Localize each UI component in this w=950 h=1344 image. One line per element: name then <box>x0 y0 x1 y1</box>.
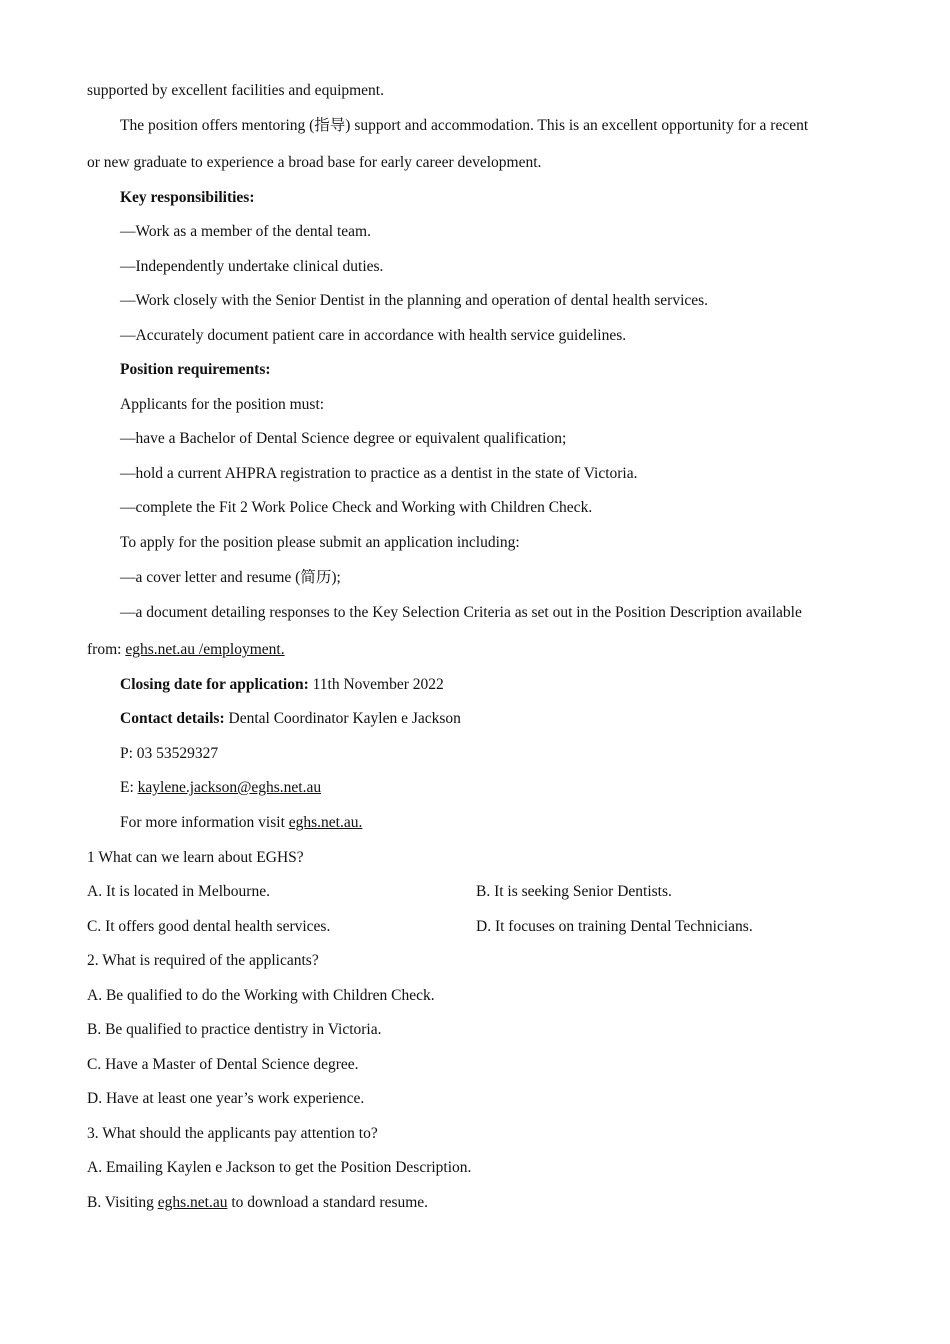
contact-details-label: Contact details: <box>120 710 225 727</box>
passage-paragraph-line: The position offers mentoring (指导) support and accommodation. This is an excellent opportunity for a recent <box>120 117 809 134</box>
requirement-item: —complete the Fit 2 Work Police Check and Working with Children Check. <box>120 499 593 516</box>
question-3-stem: 3. What should the applicants pay attention to? <box>87 1125 378 1142</box>
question-1-option-c: C. It offers good dental health services. <box>87 918 331 935</box>
requirements-intro: Applicants for the position must: <box>120 396 325 413</box>
position-requirements-heading: Position requirements: <box>120 361 271 378</box>
contact-details-value: Dental Coordinator Kaylen e Jackson <box>224 710 461 727</box>
contact-details <box>120 709 461 729</box>
key-responsibilities-heading: Key responsibilities: <box>120 189 255 206</box>
apply-item: —a cover letter and resume (简历); <box>120 569 341 586</box>
question-2-option-a: A. Be qualified to do the Working with Children Check. <box>87 987 435 1004</box>
option-b-link[interactable]: eghs.net.au <box>157 1194 228 1211</box>
more-info-prefix: For more information visit <box>120 814 289 831</box>
question-1-option-b: B. It is seeking Senior Dentists. <box>476 883 672 900</box>
question-2-stem: 2. What is required of the applicants? <box>87 952 319 969</box>
email-link[interactable]: kaylene.jackson@eghs.net.au <box>137 779 322 796</box>
question-1-option-d: D. It focuses on training Dental Technicians. <box>476 918 753 935</box>
closing-date-value: 11th November 2022 <box>308 676 444 693</box>
passage-paragraph-line: or new graduate to experience a broad base for early career development. <box>87 154 542 171</box>
more-info <box>120 813 362 833</box>
question-2-option-b: B. Be qualified to practice dentistry in Victoria. <box>87 1021 382 1038</box>
responsibility-item: —Independently undertake clinical duties. <box>120 258 384 275</box>
requirement-item: —hold a current AHPRA registration to practice as a dentist in the state of Victoria. <box>120 465 638 482</box>
closing-date <box>120 675 444 695</box>
apply-item: —a document detailing responses to the Key Selection Criteria as set out in the Position Description available <box>120 604 802 621</box>
closing-date-label: Closing date for application: <box>120 676 309 693</box>
responsibility-item: —Work closely with the Senior Dentist in the planning and operation of dental health services. <box>120 292 709 309</box>
apply-item-prefix: from: <box>87 641 126 658</box>
question-3-option-a: A. Emailing Kaylen e Jackson to get the Position Description. <box>87 1159 472 1176</box>
email-prefix: E: <box>120 779 138 796</box>
apply-intro: To apply for the position please submit an application including: <box>120 534 520 551</box>
contact-email <box>120 778 321 798</box>
question-2-option-d: D. Have at least one year’s work experience. <box>87 1090 365 1107</box>
question-3-option-b <box>87 1193 428 1213</box>
website-link[interactable]: eghs.net.au. <box>288 814 363 831</box>
option-b-prefix: B. Visiting <box>87 1194 158 1211</box>
question-2-option-c: C. Have a Master of Dental Science degree. <box>87 1056 359 1073</box>
responsibility-item: —Accurately document patient care in accordance with health service guidelines. <box>120 327 627 344</box>
employment-link[interactable]: eghs.net.au /employment. <box>125 641 285 658</box>
apply-item-continued <box>87 640 285 660</box>
question-1-option-a: A. It is located in Melbourne. <box>87 883 270 900</box>
option-b-suffix: to download a standard resume. <box>227 1194 429 1211</box>
passage-line: supported by excellent facilities and equipment. <box>87 82 384 99</box>
question-1-stem: 1 What can we learn about EGHS? <box>87 849 304 866</box>
requirement-item: —have a Bachelor of Dental Science degree or equivalent qualification; <box>120 430 567 447</box>
responsibility-item: —Work as a member of the dental team. <box>120 223 371 240</box>
contact-phone: P: 03 53529327 <box>120 745 219 762</box>
